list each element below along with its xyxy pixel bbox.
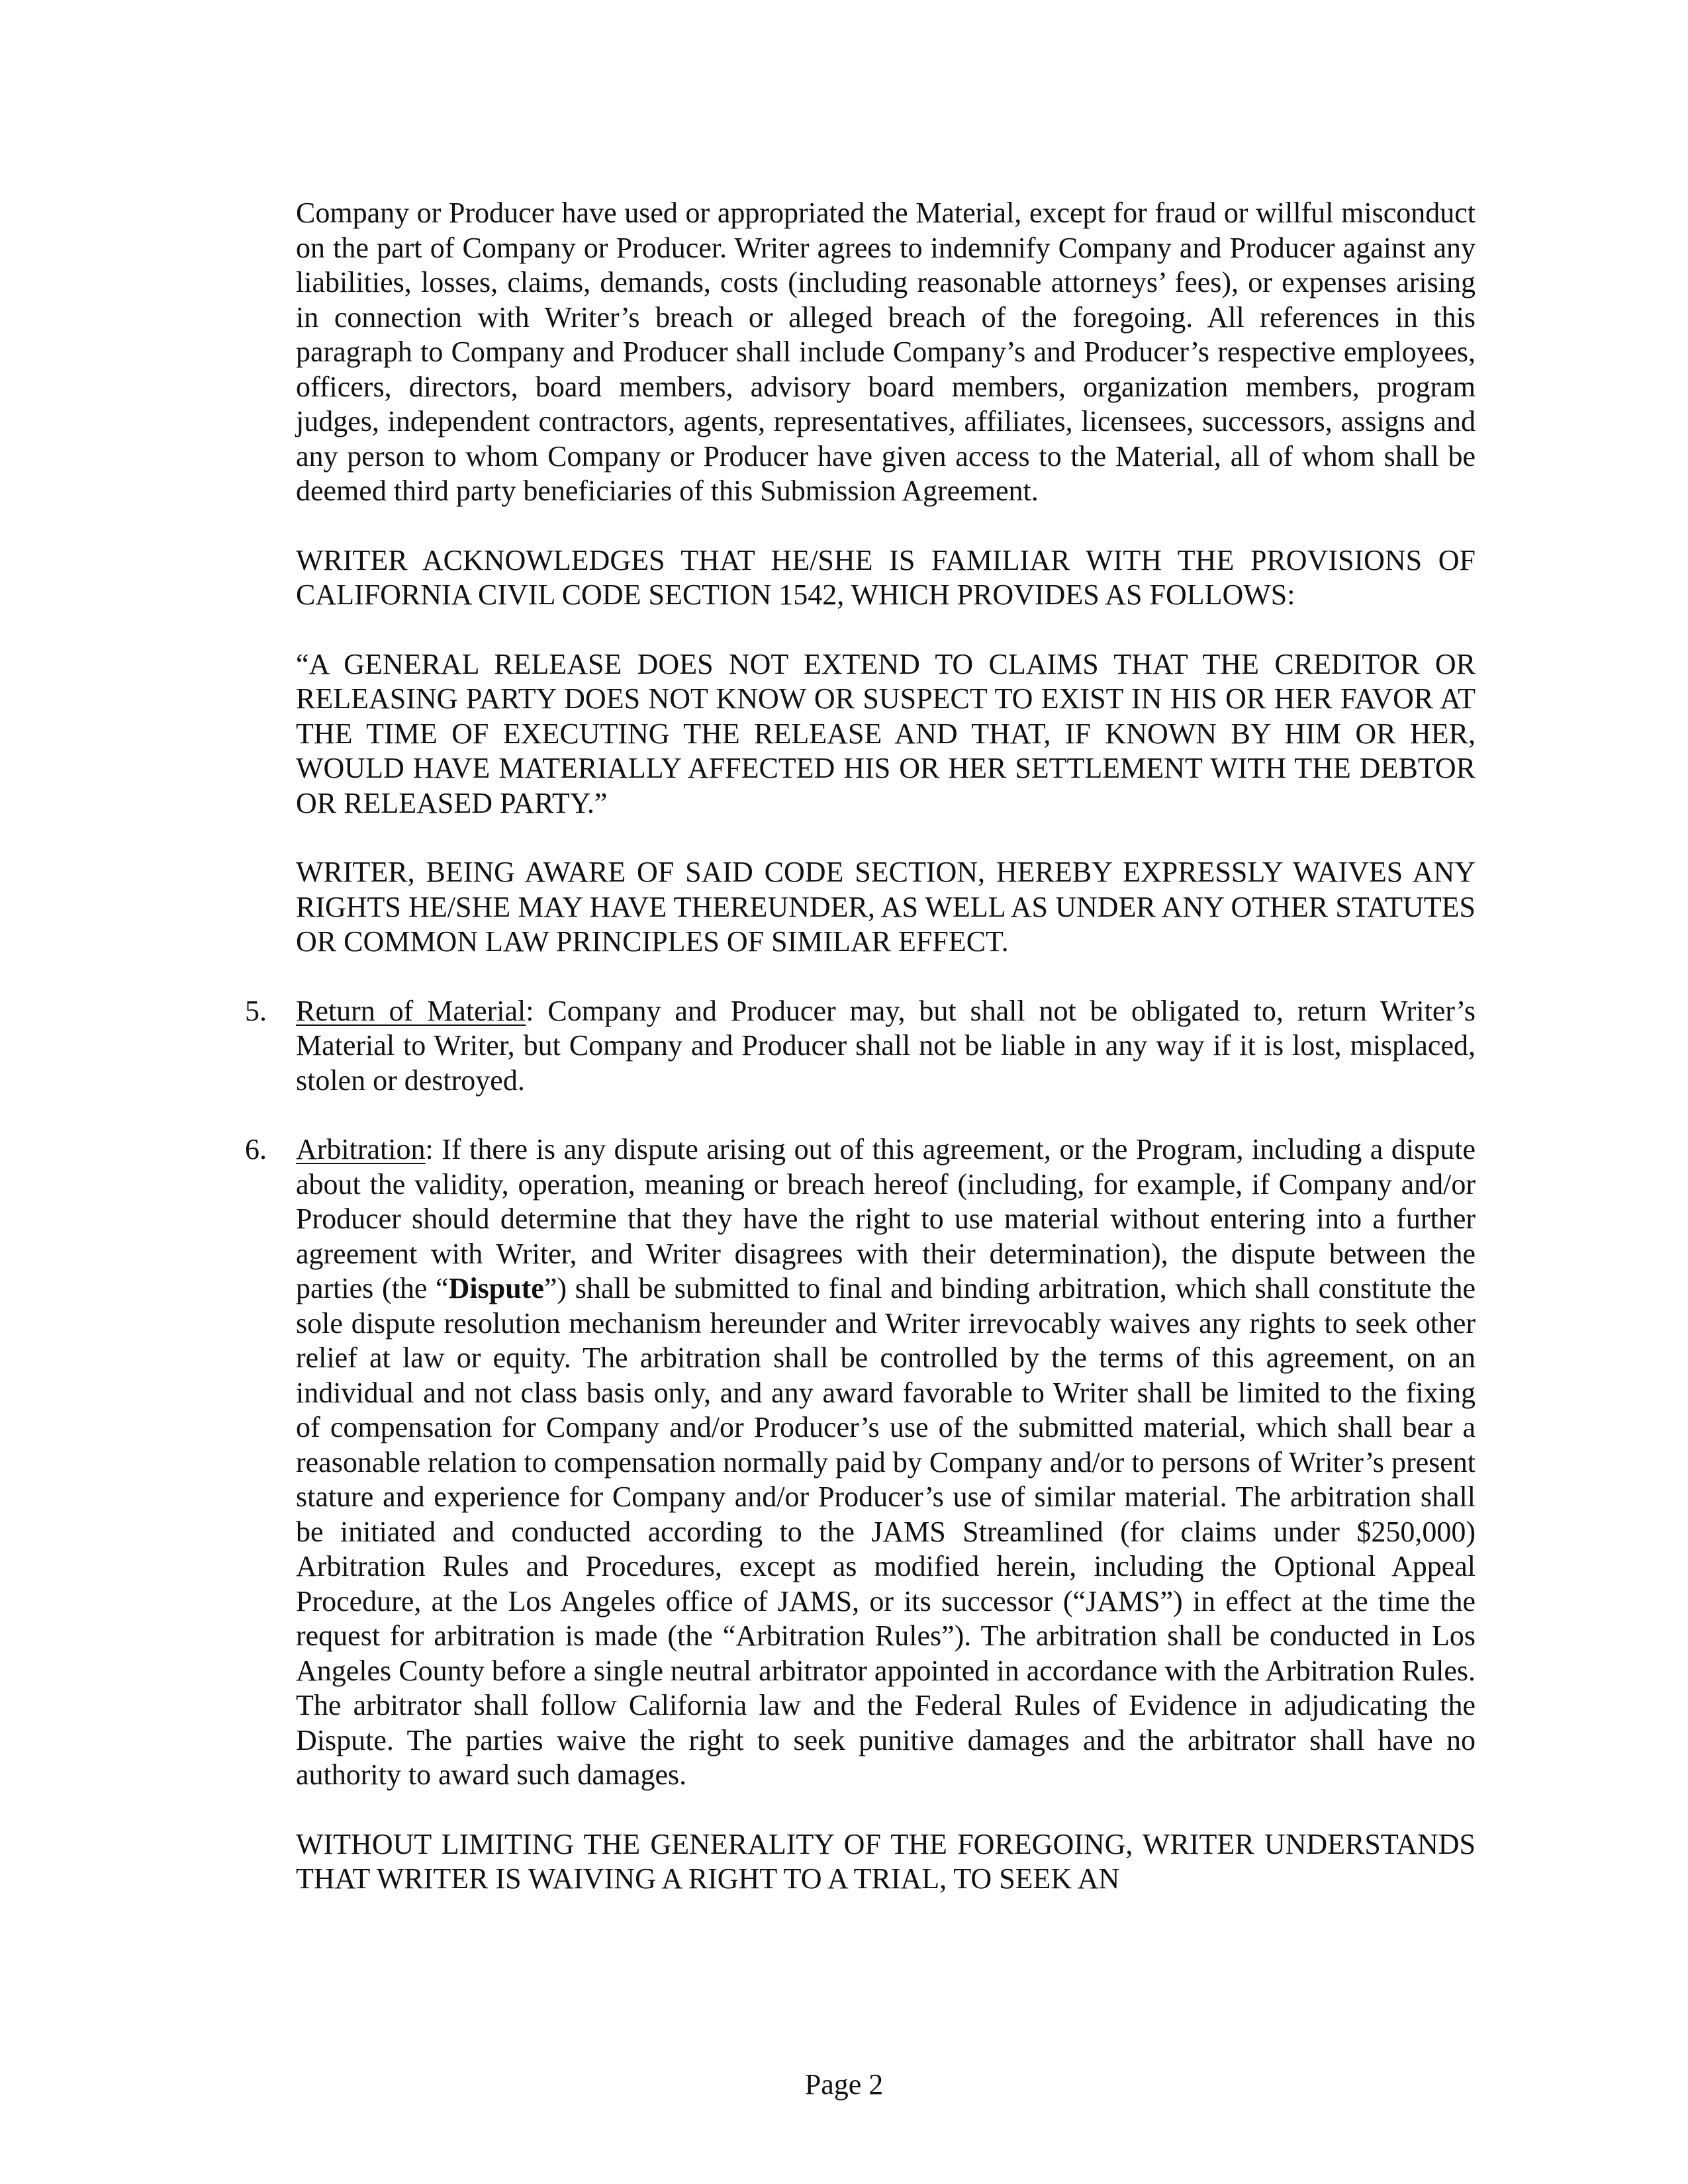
section-body-part-1: : If there is any dispute arising out of this agreement, or the Program, including a dispute about the validity, operation, meaning or breach hereof (including, for example, if Company and/or Producer should determine that they have the right to use material without entering into a further agreement with Writer, and Writer disagrees with their determination), the dispute between the parties (the “ — [296, 1133, 1476, 1304]
section-body: : Company and Producer may, but shall not be obligated to, return Writer’s Material to Writer, but Company and Producer shall not be liable in any way if it is lost, misplaced, stolen or destroyed. — [296, 994, 1476, 1097]
section-arbitration — [245, 1132, 1476, 1793]
section-body-part-2: ”) shall be submitted to final and binding arbitration, which shall constitute the sole dispute resolution mechanism hereunder and Writer irrevocably waives any rights to seek other relief at law or equity. The arbitration shall be controlled by the terms of this agreement, on an individual and not class basis only, and any award favorable to Writer shall be limited to the fixing of compensation for Company and/or Producer’s use of the submitted material, which shall bear a reasonable relation to compensation normally paid by Company and/or to persons of Writer’s present stature and experience for Company and/or Producer’s use of similar material. The arbitration shall be initiated and conducted according to the JAMS Streamlined (for claims under $250,000) Arbitration Rules and Procedures, except as modified herein, including the Optional Appeal Procedure, at the Los Angeles office of JAMS, or its successor (“JAMS”) in effect at the time the request for arbitration is made (the “Arbitration Rules”). The arbitration shall be conducted in Los Angeles County before a single neutral arbitrator appointed in accordance with the Arbitration Rules. The arbitrator shall follow California law and the Federal Rules of Evidence in adjudicating the Dispute. The parties waive the right to seek punitive damages and the arbitrator shall have no authority to award such damages. — [296, 1272, 1476, 1791]
section-heading: Return of Material — [296, 994, 526, 1027]
document-body — [245, 196, 1476, 1897]
defined-term-dispute: Dispute — [448, 1272, 544, 1304]
waiver-paragraph: WRITER, BEING AWARE OF SAID CODE SECTION, HEREBY EXPRESSLY WAIVES ANY RIGHTS HE/SHE MAY HAVE THEREUNDER, AS WELL AS UNDER ANY OTHER STATUTES OR COMMON LAW PRINCIPLES OF SIMILAR EFFECT. — [296, 856, 1476, 958]
section-number: 5. — [245, 994, 267, 1027]
indemnification-paragraph: Company or Producer have used or appropriated the Material, except for fraud or willful misconduct on the part of Company or Producer. Writer agrees to indemnify Company and Producer against any liabilities, losses, claims, demands, costs (including reasonable attorneys’ fees), or expenses arising in connection with Writer’s breach or alleged breach of the foregoing. All references in this paragraph to Company and Producer shall include Company’s and Producer’s respective employees, officers, directors, board members, advisory board members, organization members, program judges, independent contractors, agents, representatives, affiliates, licensees, successors, assigns and any person to whom Company or Producer have given access to the Material, all of whom shall be deemed third party beneficiaries of this Submission Agreement. — [296, 197, 1476, 507]
section-heading: Arbitration — [296, 1133, 426, 1165]
jury-waiver-paragraph: WITHOUT LIMITING THE GENERALITY OF THE FOREGOING, WRITER UNDERSTANDS THAT WRITER IS WAIVING A RIGHT TO A TRIAL, TO SEEK AN — [296, 1827, 1476, 1895]
section-return-of-material — [245, 994, 1476, 1099]
civil-code-quote-paragraph: “A GENERAL RELEASE DOES NOT EXTEND TO CLAIMS THAT THE CREDITOR OR RELEASING PARTY DOES NOT KNOW OR SUSPECT TO EXIST IN HIS OR HER FAVOR AT THE TIME OF EXECUTING THE RELEASE AND THAT, IF KNOWN BY HIM OR HER, WOULD HAVE MATERIALLY AFFECTED HIS OR HER SETTLEMENT WITH THE DEBTOR OR RELEASED PARTY.” — [296, 647, 1476, 819]
page-number: Page 2 — [804, 2068, 884, 2101]
section-number: 6. — [245, 1133, 267, 1165]
acknowledgement-paragraph: WRITER ACKNOWLEDGES THAT HE/SHE IS FAMILIAR WITH THE PROVISIONS OF CALIFORNIA CIVIL CODE SECTION 1542, WHICH PROVIDES AS FOLLOWS: — [296, 543, 1476, 611]
